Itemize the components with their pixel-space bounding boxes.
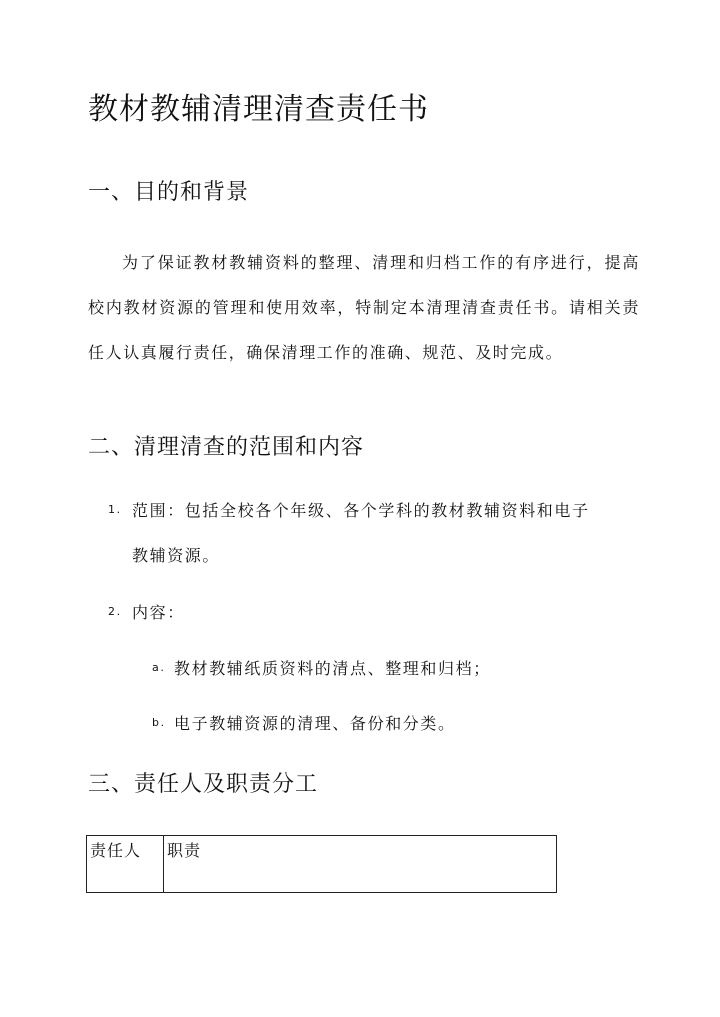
sub-list-letter: b. bbox=[152, 716, 166, 729]
list-item-text-continuation: 教辅资源。 bbox=[132, 546, 221, 565]
sub-list-item-text: 教材教辅纸质资料的清点、整理和归档； bbox=[174, 659, 491, 678]
list-number: 2. bbox=[108, 605, 122, 618]
responsibility-table bbox=[86, 835, 557, 893]
section-heading-purpose: 一、目的和背景 bbox=[88, 180, 250, 205]
list-item-text: 内容： bbox=[132, 603, 185, 622]
sub-list-letter: a. bbox=[152, 661, 166, 674]
table-header-cell-duty: 职责 bbox=[164, 836, 557, 893]
table-header-cell-person: 责任人 bbox=[87, 836, 164, 893]
document-title: 教材教辅清理清查责任书 bbox=[88, 92, 429, 127]
purpose-paragraph: 为了保证教材教辅资料的整理、清理和归档工作的有序进行，提高校内教材资源的管理和使用效率，特制定本清理清查责任书。请相关责任人认真履行责任，确保清理工作的准确、规范、及时完成。 bbox=[88, 253, 640, 362]
section-heading-responsibility: 三、责任人及职责分工 bbox=[88, 772, 319, 797]
list-item-text: 范围：包括全校各个年级、各个学科的教材教辅资料和电子 bbox=[132, 501, 590, 520]
table-header-row bbox=[87, 836, 557, 893]
sub-list-item-text: 电子教辅资源的清理、备份和分类。 bbox=[174, 714, 456, 733]
section-heading-scope: 二、清理清查的范围和内容 bbox=[88, 435, 365, 460]
list-number: 1. bbox=[108, 503, 122, 516]
